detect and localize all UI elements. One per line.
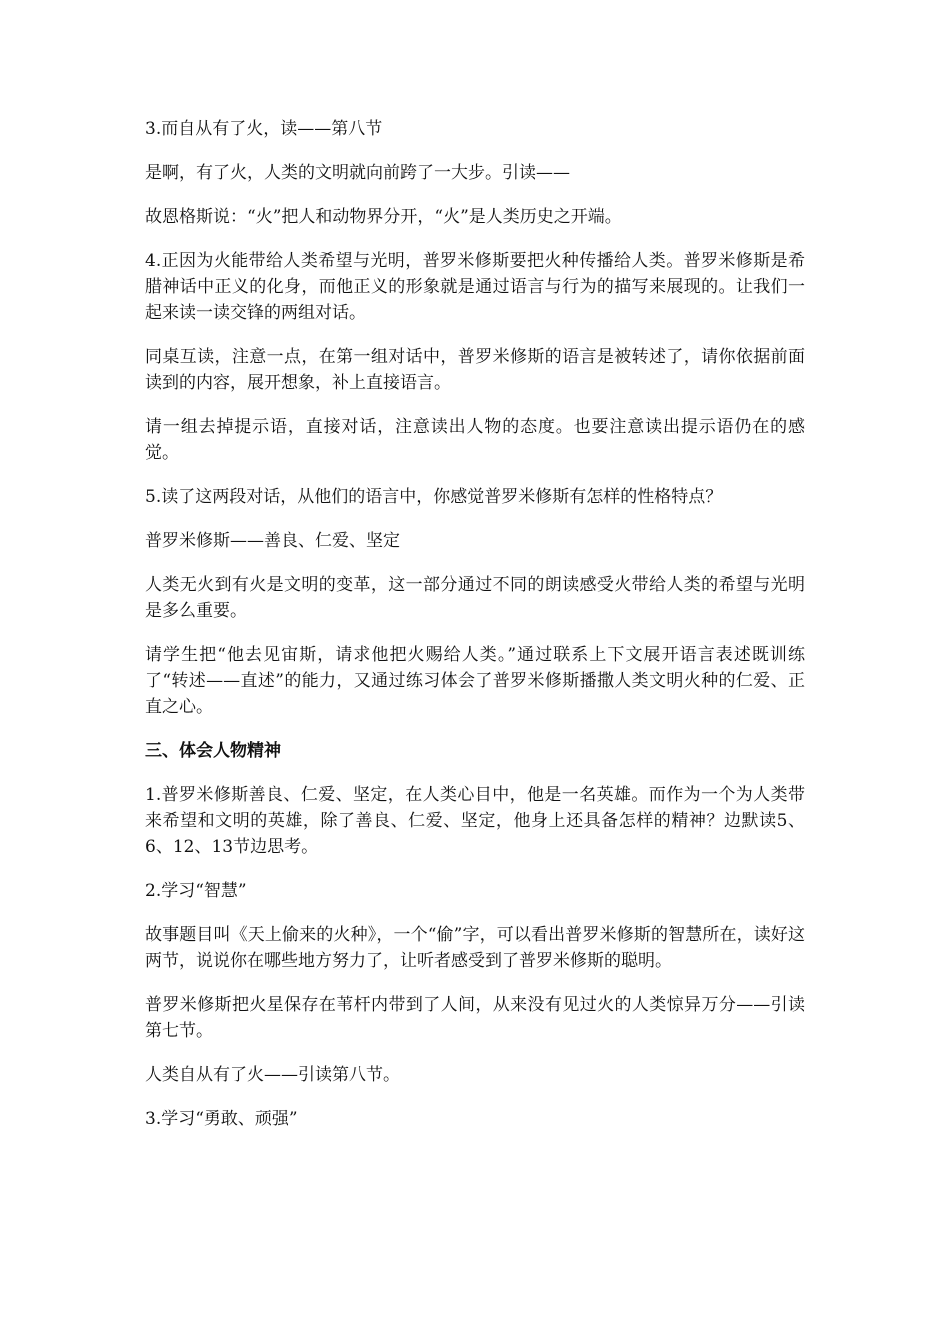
paragraph: 普罗米修斯——善良、仁爱、坚定: [145, 531, 400, 551]
paragraph: 普罗米修斯把火星保存在苇杆内带到了人间，从来没有见过火的人类惊异万分——引读第七节。: [145, 995, 805, 1041]
paragraph: 故恩格斯说：“火”把人和动物界分开，“火”是人类历史之开端。: [145, 207, 622, 227]
section-heading: 三、体会人物精神: [145, 741, 281, 761]
paragraph: 人类无火到有火是文明的变革，这一部分通过不同的朗读感受火带给人类的希望与光明是多么重要。: [145, 575, 805, 621]
document-page: [145, 116, 805, 1150]
paragraph: 5.读了这两段对话，从他们的语言中，你感觉普罗米修斯有怎样的性格特点？: [145, 487, 723, 507]
paragraph: 3.学习“勇敢、顽强”: [145, 1109, 298, 1129]
paragraph: 人类自从有了火——引读第八节。: [145, 1065, 400, 1085]
paragraph: 请一组去掉提示语，直接对话，注意读出人物的态度。也要注意读出提示语仍在的感觉。: [145, 417, 805, 463]
paragraph: 2.学习“智慧”: [145, 881, 247, 901]
paragraph: 请学生把“他去见宙斯，请求他把火赐给人类。”通过联系上下文展开语言表述既训练了“转述——直述”的能力，又通过练习体会了普罗米修斯播撒人类文明火种的仁爱、正直之心。: [145, 645, 805, 717]
paragraph: 故事题目叫《天上偷来的火种》，一个“偷”字，可以看出普罗米修斯的智慧所在，读好这两节，说说你在哪些地方努力了，让听者感受到了普罗米修斯的聪明。: [145, 925, 805, 971]
paragraph: 同桌互读，注意一点，在第一组对话中，普罗米修斯的语言是被转述了，请你依据前面读到的内容，展开想象，补上直接语言。: [145, 347, 805, 393]
paragraph: 1.普罗米修斯善良、仁爱、坚定，在人类心目中，他是一名英雄。而作为一个为人类带来希望和文明的英雄，除了善良、仁爱、坚定，他身上还具备怎样的精神？边默读5、6、12、13节边思考。: [145, 785, 805, 857]
paragraph: 3.而自从有了火，读——第八节: [145, 119, 383, 139]
paragraph: 4.正因为火能带给人类希望与光明，普罗米修斯要把火种传播给人类。普罗米修斯是希腊神话中正义的化身，而他正义的形象就是通过语言与行为的描写来展现的。让我们一起来读一读交锋的两组对话。: [145, 251, 805, 323]
paragraph: 是啊，有了火，人类的文明就向前跨了一大步。引读——: [145, 163, 570, 183]
